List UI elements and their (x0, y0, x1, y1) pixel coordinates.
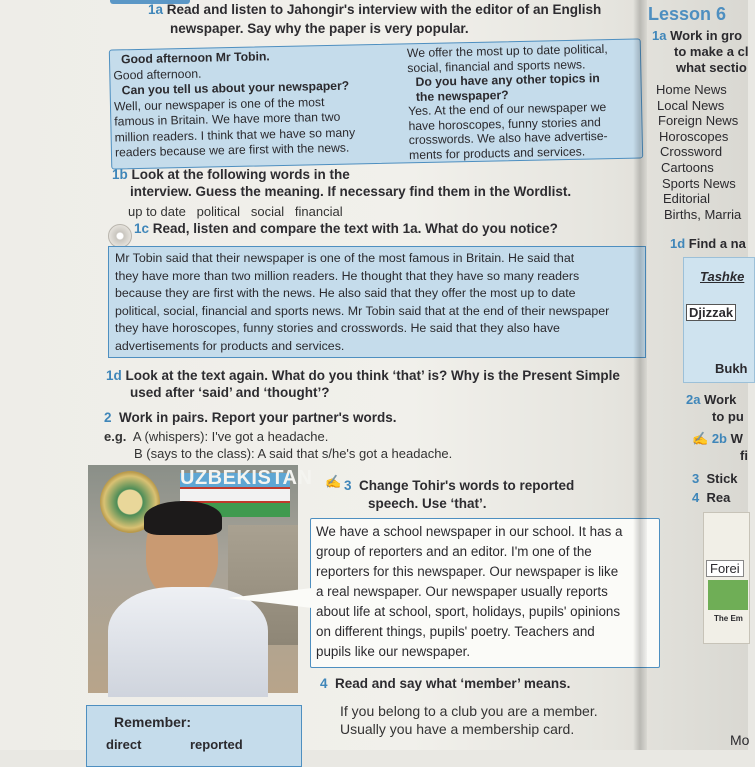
interview-line: Can you tell us about your newspaper? (121, 78, 350, 98)
interview-line: the newspaper? (415, 87, 509, 104)
interview-line: ments for products and services. (408, 143, 586, 162)
right-task-1a (652, 28, 742, 43)
task-2-text: Work in pairs. Report your partner's words. (119, 410, 397, 425)
interview-line: readers because we are first with the news. (114, 140, 350, 160)
right-task-2a (686, 392, 736, 407)
task-3-line1: Change Tohir's words to reported (359, 478, 575, 493)
interview-line: Well, our newspaper is one of the most (113, 94, 325, 114)
task-number: 3 (692, 471, 700, 486)
right-task-1d (670, 236, 746, 251)
cd-icon (108, 224, 132, 248)
task-1d-line1: Look at the text again. What do you think ‘that’ is? Why is the Present Simple (125, 368, 620, 383)
tohir-speech-line: We have a school newspaper in our school. It has a (316, 524, 623, 539)
interview-line: We offer the most up to date political, (406, 41, 608, 61)
task-number: 1a (652, 28, 667, 43)
task-number: 1d (106, 368, 122, 383)
right-3-text: Stick (706, 471, 738, 486)
right-bottom-text: Mo (730, 732, 750, 748)
task-1c-heading (134, 221, 558, 236)
newspaper-image (703, 512, 750, 644)
task-number: 4 (320, 676, 328, 691)
right-task-4 (692, 490, 730, 505)
remember-col-direct: direct (106, 737, 142, 752)
interview-line: Yes. At the end of our newspaper we (408, 99, 607, 119)
task-number: 3 (344, 478, 352, 493)
task-number: 2a (686, 392, 701, 407)
task-4-line1: Read and say what ‘member’ means. (335, 676, 571, 691)
right-4-text: Rea (706, 490, 731, 505)
section-list-item: Horoscopes (659, 128, 729, 144)
interview-line: Good afternoon. (113, 66, 202, 83)
book-spine (633, 0, 647, 750)
remember-col-reported: reported (190, 737, 243, 752)
reported-text-line: they have horoscopes, funny stories and crosswords. He said that they also have (115, 321, 560, 336)
interview-line: Good afternoon Mr Tobin. (120, 49, 270, 67)
newspaper-label-the: The Em (714, 614, 743, 623)
right-1a-line2: to make a cl (674, 44, 749, 59)
task-3-heading (344, 478, 574, 493)
task-number: 1b (112, 167, 128, 182)
section-list-item: Home News (656, 82, 727, 97)
speech-pointer (228, 588, 312, 608)
task-3-line2: speech. Use ‘that’. (368, 496, 487, 511)
wordlist-words: up to date political social financial (128, 204, 343, 219)
reported-text-line: they have more than two million readers. He thought that they have so many readers (115, 268, 580, 283)
task-number: 1d (670, 236, 686, 251)
example-a (104, 429, 328, 444)
student-photo (88, 465, 313, 693)
task-1a-line1: Read and listen to Jahongir's interview with the editor of an English (166, 2, 602, 17)
section-list-item: Editorial (663, 191, 710, 207)
task-1c-text: Read, listen and compare the text with 1a. What do you notice? (152, 221, 558, 236)
reported-text-line: political, social, financial and sports news. Mr Tobin said that at the end of their newspaper (115, 303, 610, 318)
task-number: 1a (148, 2, 164, 17)
map-label-bukhara: Bukh (715, 361, 748, 376)
tohir-speech-line: group of reporters and an editor. I'm one of the (316, 544, 592, 559)
task-number: 2 (104, 410, 112, 425)
tohir-speech-line: on different things, pupils' poetry. Teachers and (316, 624, 595, 639)
interview-left-column (113, 47, 356, 161)
task-number: 4 (692, 490, 700, 505)
interview-line: social, financial and sports news. (407, 56, 586, 75)
right-1d-text: Find a na (688, 236, 746, 251)
task-1b-line2: interview. Guess the meaning. If necessary find them in the Wordlist. (130, 184, 572, 199)
hair (144, 501, 222, 535)
reported-text-line: advertisements for products and services. (115, 338, 345, 353)
task-1b-line1: Look at the following words in the (131, 167, 350, 182)
right-task-2b (692, 431, 743, 447)
section-list-item: Local News (657, 97, 725, 113)
sign-uzbekistan: UZBEKISTAN (180, 467, 313, 489)
newspaper-green-strip (708, 580, 748, 610)
task-1a-heading (148, 2, 601, 17)
right-1a-line3: what sectio (676, 60, 747, 75)
task-4-line3: Usually you have a membership card. (340, 721, 575, 737)
section-list-item: Births, Marria (664, 206, 742, 222)
map-label-tashkent: Tashke (700, 269, 745, 284)
reported-text-line: Mr Tobin said that their newspaper is one of the most famous in Britain. He said that (115, 251, 575, 265)
right-2a-line2: to pu (712, 409, 744, 424)
interview-right-column (407, 42, 610, 162)
pencil-icon: ✍ (692, 431, 709, 446)
section-list-item: Crossword (660, 144, 723, 160)
example-a-text: A (whispers): I've got a headache. (132, 429, 329, 444)
tohir-speech-line: about life at school, sport, holidays, pupils' opinions (316, 604, 621, 619)
task-number: 2b (711, 431, 727, 446)
reported-text (115, 250, 609, 356)
task-1b-heading (112, 167, 350, 182)
right-task-3 (692, 471, 738, 486)
interview-line: crosswords. We also have advertise- (408, 128, 608, 148)
right-2b-line2: fi (740, 448, 748, 463)
task-1d-line2: used after ‘said’ and ‘thought’? (130, 385, 330, 400)
section-list-item: Foreign News (658, 113, 739, 129)
reported-text-line: because they are first with the news. He also said that they offer the most up to date (115, 286, 576, 301)
pencil-icon: ✍ (325, 474, 342, 489)
map-label-djizzak: Djizzak (686, 304, 736, 321)
tohir-speech-line: reporters for this newspaper. Our newspaper is like (316, 564, 619, 579)
section-list-item: Sports News (662, 175, 736, 191)
task-2-heading (104, 410, 397, 425)
eg-label: e.g. (104, 429, 127, 444)
tohir-speech (316, 522, 622, 662)
tohir-speech-line: a real newspaper. Our newspaper usually reports (316, 584, 608, 599)
example-b: B (says to the class): A said that s/he's got a headache. (134, 446, 453, 461)
tohir-speech-line: pupils like our newspaper. (316, 644, 471, 659)
right-2a-line1: Work (704, 392, 737, 407)
task-1d-heading (106, 368, 620, 383)
interview-line: Do you have any other topics in (415, 71, 600, 89)
lesson-title: Lesson 6 (648, 4, 727, 24)
remember-title: Remember: (114, 714, 192, 730)
interview-line: have horoscopes, funny stories and (408, 114, 601, 133)
task-number: 1c (134, 221, 150, 236)
right-1a-line1: Work in gro (670, 28, 743, 43)
section-list-item: Cartoons (661, 160, 714, 175)
newspaper-label-foreign: Forei (706, 560, 744, 577)
interview-line: million readers. I think that we have so many (114, 124, 356, 145)
task-4-line2: If you belong to a club you are a member. (340, 703, 598, 719)
right-2b-line1: W (730, 431, 743, 446)
task-4-heading (320, 676, 570, 691)
task-1a-line2: newspaper. Say why the paper is very popular. (170, 21, 469, 36)
interview-line: famous in Britain. We have more than two (114, 109, 341, 129)
